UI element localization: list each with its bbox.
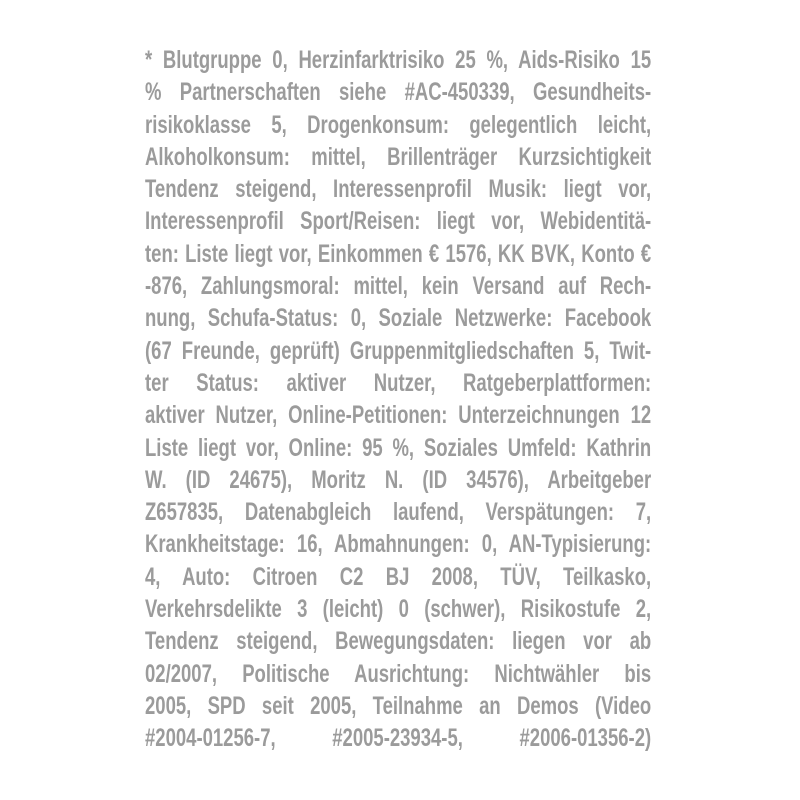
- text-line: [145, 528, 651, 560]
- text-line: [145, 173, 651, 205]
- text-line-content: W. (ID 24675), Moritz N. (ID 34576), Arbeitgeber: [145, 465, 652, 494]
- text-line-content: ter Status: aktiver Nutzer, Ratgeberplattformen:: [145, 368, 652, 397]
- text-line-content: Alkoholkonsum: mittel, Brillenträger Kurzsichtigkeit: [145, 142, 652, 171]
- text-line: [145, 335, 651, 367]
- profile-text-block: [145, 44, 651, 755]
- text-line-content: Z657835, Datenabgleich laufend, Verspätungen: 7,: [145, 498, 652, 527]
- text-line-content: Liste liegt vor, Online: 95 %, Soziales Umfeld: Kathrin: [145, 433, 652, 462]
- text-line-content: nung, Schufa-Status: 0, Soziale Netzwerke: Facebook: [145, 304, 652, 333]
- text-line: [145, 205, 651, 237]
- text-line: [145, 593, 651, 625]
- text-line-content: -876, Zahlungsmoral: mittel, kein Versand auf Rech-: [145, 272, 652, 301]
- text-line: [145, 141, 651, 173]
- text-line: [145, 302, 651, 334]
- text-line: [145, 432, 651, 464]
- text-line-content: % Partnerschaften siehe #AC-450339, Gesundheits-: [145, 78, 652, 107]
- text-line-content: #2004-01256-7, #2005-23934-5, #2006-01356-2): [145, 724, 652, 753]
- text-line: [145, 238, 651, 270]
- text-line: [145, 367, 651, 399]
- text-line-content: Tendenz steigend, Interessenprofil Musik: liegt vor,: [145, 175, 652, 204]
- text-line: [145, 496, 651, 528]
- text-line: [145, 109, 651, 141]
- text-line-content: 02/2007, Politische Ausrichtung: Nichtwähler bis: [145, 659, 652, 688]
- text-line-content: aktiver Nutzer, Online-Petitionen: Unterzeichnungen 12: [145, 401, 652, 430]
- text-line-content: Krankheitstage: 16, Abmahnungen: 0, AN-Typisierung:: [145, 530, 652, 559]
- text-line: [145, 76, 651, 108]
- text-line: [145, 399, 651, 431]
- text-line-content: 2005, SPD seit 2005, Teilnahme an Demos (Video: [145, 691, 652, 720]
- text-line: [145, 722, 651, 754]
- text-line: [145, 464, 651, 496]
- text-line-content: Interessenprofil Sport/Reisen: liegt vor, Webidentitä-: [145, 207, 652, 236]
- text-line: [145, 44, 651, 76]
- text-line-content: ten: Liste liegt vor, Einkommen € 1576, KK BVK, Konto €: [145, 239, 652, 268]
- text-line-content: Tendenz steigend, Bewegungsdaten: liegen vor ab: [145, 627, 652, 656]
- text-line-content: Verkehrsdelikte 3 (leicht) 0 (schwer), Risikostufe 2,: [145, 595, 652, 624]
- text-line-content: * Blutgruppe 0, Herzinfarktrisiko 25 %, Aids-Risiko 15: [145, 46, 652, 74]
- text-line: [145, 270, 651, 302]
- text-line: [145, 561, 651, 593]
- text-line-content: (67 Freunde, geprüft) Gruppenmitgliedschaften 5, Twit-: [145, 336, 652, 365]
- text-line: [145, 690, 651, 722]
- text-line-content: risikoklasse 5, Drogenkonsum: gelegentlich leicht,: [145, 110, 652, 139]
- text-line: [145, 625, 651, 657]
- text-line-content: 4, Auto: Citroen C2 BJ 2008, TÜV, Teilkasko,: [145, 562, 652, 591]
- text-line: [145, 658, 651, 690]
